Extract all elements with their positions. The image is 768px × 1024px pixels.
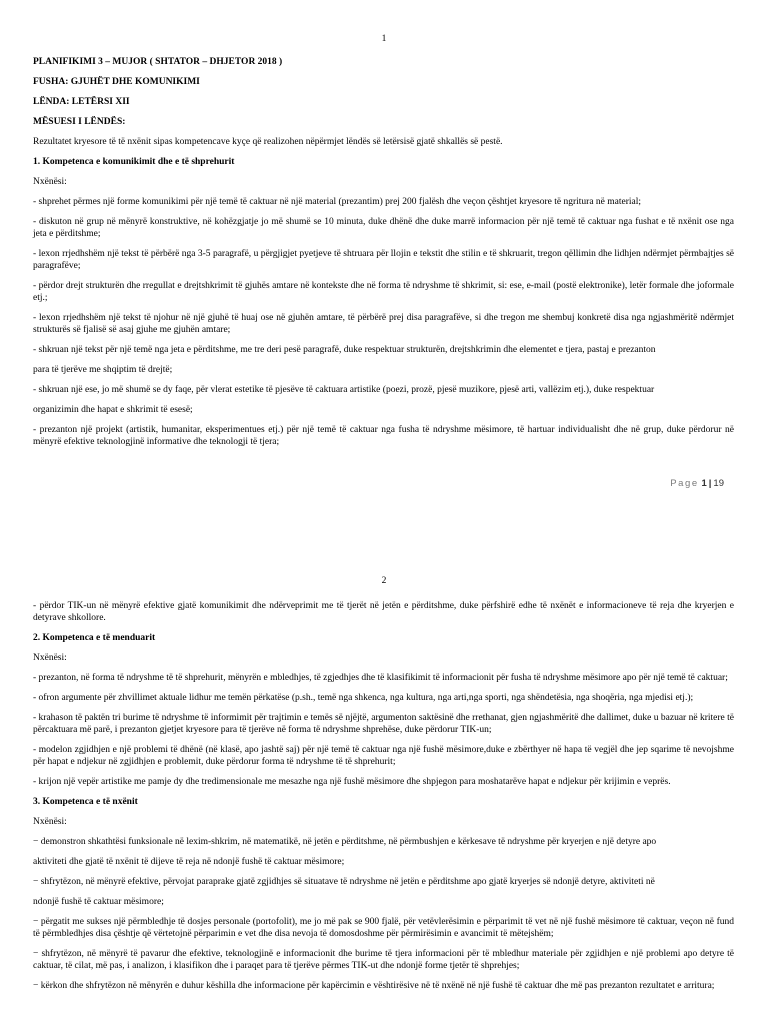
list-item: - diskuton në grup në mënyrë konstruktive, në kohëzgjatje jo më shumë se 10 minuta, duke dhënë dhe duke marrë informacion për një temë të caktuar nga fushat e të nxënit ose nga jeta e përditshme;	[33, 217, 734, 239]
subject-heading: LËNDA: LETËRSI XII	[33, 97, 130, 107]
list-item: - ofron argumente për zhvillimet aktuale lidhur me temën përkatëse (p.sh., temë nga shkenca, nga kultura, nga arti,nga sporti, nga shëndetësia, nga shoqëria, nga mjedisi etj.);	[33, 693, 694, 703]
footer-separator: |	[708, 478, 712, 489]
page-1-content	[33, 56, 734, 448]
list-item: − shfrytëzon, në mënyrë të pavarur dhe efektive, teknologjinë e informacionit dhe burime të tjera informacioni për të mbledhur materiale për zgjidhjen e një problemi apo detyre të caktuar, të cilat, më pas, i analizon, i klasifikon dhe i paraqet para të tjerëve përmes TIK-ut dhe ndonjë forme tjetër të shprehjes;	[33, 949, 734, 971]
list-item: − demonstron shkathtësi funksionale në lexim-shkrim, në matematikë, në jetën e përditshme, në përmbushjen e kërkesave të ndryshme për kryerjen e një detyre apo	[33, 837, 657, 847]
learner-label: Nxënësi:	[33, 653, 67, 663]
list-item-continuation: organizimin dhe hapat e shkrimit të esesë;	[33, 405, 193, 415]
list-item-continuation: ndonjë fushë të caktuar mësimore;	[33, 897, 164, 907]
document-page-2	[0, 562, 768, 1024]
list-item: - përdor TIK-un në mënyrë efektive gjatë komunikimit dhe ndërveprimit me të tjerët në jetën e përditshme, duke përfshirë edhe të nxënët e informacioneve të reja dhe kryerjen e detyrave shkollore.	[33, 601, 734, 623]
list-item: − shfrytëzon, në mënyrë efektive, përvojat paraprake gjatë zgjidhjes së situatave të ndryshme në jetën e përditshme apo gjatë kryerjes së ndonjë detyre, aktiviteti në	[33, 877, 655, 887]
page-footer	[670, 478, 724, 490]
section-2-title: 2. Kompetenca e të menduarit	[33, 633, 156, 643]
list-item: - shkruan një tekst për një temë nga jeta e përditshme, me tre deri pesë paragrafë, duke respektuar strukturën, drejtshkrimin dhe elementet e tjera, pastaj e prezanton	[33, 345, 656, 355]
list-item: - shprehet përmes një forme komunikimi për një temë të caktuar në një material (prezantim) prej 200 fjalësh dhe veçon çështjet kryesore të ngritura në material;	[33, 197, 642, 207]
list-item: - prezanton një projekt (artistik, humanitar, eksperimentues etj.) për një temë të caktuar nga fusha të ndryshme mësimore, të hartuar individualisht dhe në grup, duke përdorur në mënyrë efektive teknologjinë informative dhe teknologji të tjera;	[33, 425, 734, 447]
list-item: - lexon rrjedhshëm një tekst të përbërë nga 3-5 paragrafë, u përgjigjet pyetjeve të shtruara për llojin e tekstit dhe stilin e të shkruarit, tregon qëllimin dhe lidhjen ndërmjet përmbajtjes së paragrafëve;	[33, 249, 734, 271]
list-item: - përdor drejt strukturën dhe rregullat e drejtshkrimit të gjuhës amtare në kontekste dhe në forma të ndryshme të shkrimit, si: ese, e-mail (postë elektronike), letër formale dhe joformale etj.;	[33, 281, 734, 303]
section-1-title: 1. Kompetenca e komunikimit dhe e të shprehurit	[33, 157, 235, 167]
list-item: - krijon një vepër artistike me pamje dy dhe tredimensionale me mesazhe nga një fushë mësimore dhe shpjegon para moshatarëve hapat e ndjekur për krijimin e veprës.	[33, 777, 671, 787]
plan-heading: PLANIFIKIMI 3 – MUJOR ( SHTATOR – DHJETOR 2018 )	[33, 57, 283, 67]
list-item: - modelon zgjidhjen e një problemi të dhënë (në klasë, apo jashtë saj) për një temë të caktuar nga një fushë mësimore,duke e zbërthyer në hapa të vegjël dhe jep sqarime të nevojshme për hapat e ndjekur në zgjidhjen e problemit, duke përdorur forma të ndryshme të të shprehurit;	[33, 745, 734, 767]
footer-current-page: 1	[701, 478, 707, 489]
learner-label: Nxënësi:	[33, 177, 67, 187]
list-item: − përgatit me sukses një përmbledhje të dosjes personale (portofolit), me jo më pak se 900 fjalë, për vetëvlerësimin e përparimit të vet në një fushë mësimore të caktuar, veçon në fund të përmbledhjes disa çështje që vërtetojnë përparimin e vet dhe disa nevoja të domosdoshme për përmirësimin e avancimit të mëtejshëm;	[33, 917, 734, 939]
footer-total-pages: 19	[713, 478, 724, 489]
page-2-content	[33, 600, 734, 992]
list-item: - prezanton, në forma të ndryshme të të shprehurit, mënyrën e mbledhjes, të zgjedhjes dhe të klasifikimit të informacionit për fusha të ndryshme mësimore apo për një temë të caktuar;	[33, 673, 728, 683]
list-item-continuation: aktiviteti dhe gjatë të nxënit të dijeve të reja në ndonjë fushë të caktuar mësimore;	[33, 857, 345, 867]
section-3-title: 3. Kompetenca e të nxënit	[33, 797, 138, 807]
list-item: - shkruan një ese, jo më shumë se dy faqe, për vlerat estetike të pjesëve të caktuara artistike (poezi, prozë, pjesë muzikore, pjesë arti, vallëzim etj.), duke respektuar	[33, 385, 655, 395]
teacher-heading: MËSUESI I LËNDËS:	[33, 117, 126, 127]
list-item: − kërkon dhe shfrytëzon në mënyrën e duhur këshilla dhe informacione për kapërcimin e vështirësive në të nxënë në një fushë të caktuar dhe më pas prezanton rezultatet e arritura;	[33, 981, 715, 991]
learner-label: Nxënësi:	[33, 817, 67, 827]
footer-page-word: Page	[670, 478, 699, 489]
page-number-top: 2	[381, 576, 387, 586]
list-item: - lexon rrjedhshëm një tekst të njohur në një gjuhë të huaj ose në gjuhën amtare, të përbërë prej disa paragrafëve, si dhe tregon me shembuj konkretë disa nga ngjashmëritë ndërmjet strukturës së fjalisë së asaj gjuhe me gjuhën amtare;	[33, 313, 734, 335]
intro-text: Rezultatet kryesore të të nxënit sipas kompetencave kyçe që realizohen nëpërmjet lëndës së letërsisë gjatë shkallës së pestë.	[33, 137, 503, 147]
list-item-continuation: para të tjerëve me shqiptim të drejtë;	[33, 365, 173, 375]
field-heading: FUSHA: GJUHËT DHE KOMUNIKIMI	[33, 77, 200, 87]
page-number-top: 1	[381, 34, 387, 44]
list-item: - krahason të paktën tri burime të ndryshme të informimit për trajtimin e temës së njëjtë, argumenton saktësinë dhe rrethanat, gjen ngjashmëritë dhe dallimet, duke u bazuar në kritere të përcaktuara më parë, i prezanton gjetjet kryesore para të tjerëve në forma të ndryshme shprehëse, duke përdorur TIK-un;	[33, 713, 734, 735]
